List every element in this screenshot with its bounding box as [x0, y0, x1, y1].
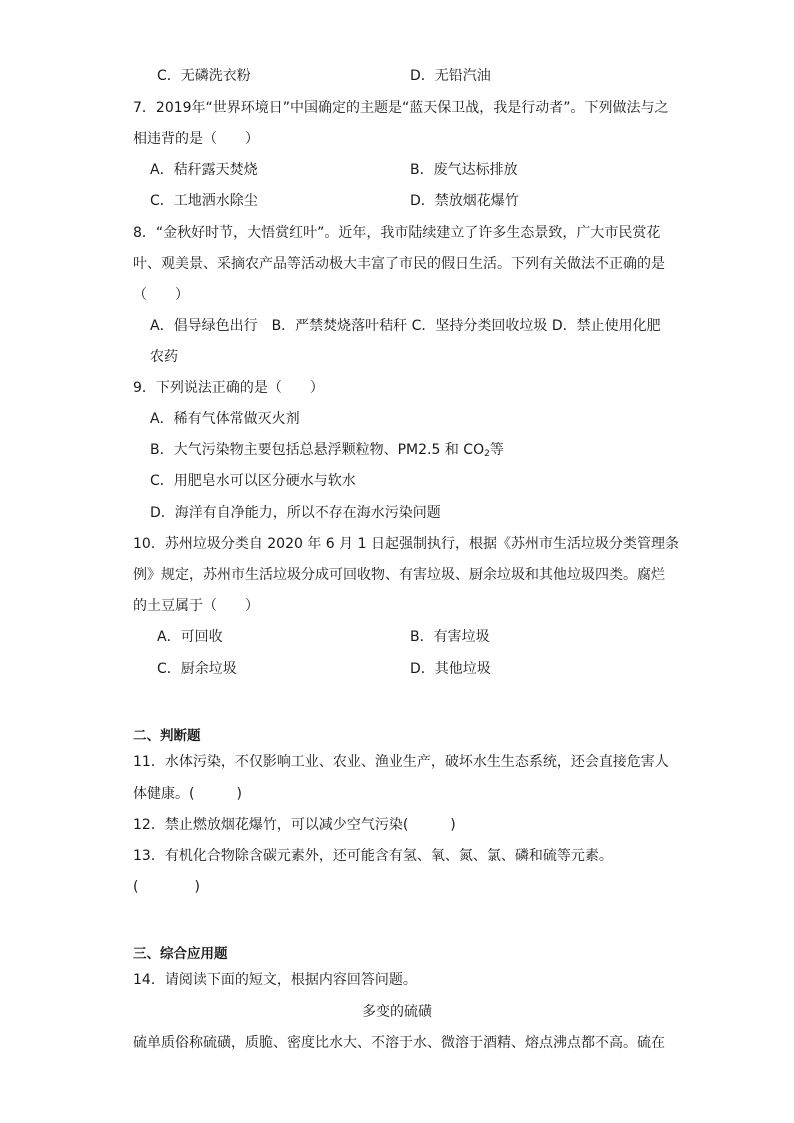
q10-stem-line3: 的土豆属于（ ） — [133, 598, 259, 614]
q9-option-b-tail: 等 — [489, 442, 504, 458]
q10-option-a: A．可回收 — [157, 629, 223, 645]
section-3-title: 三、综合应用题 — [133, 946, 228, 962]
q7-option-b: B．废气达标排放 — [410, 162, 518, 178]
q8-options: A．倡导绿色出行 B．严禁焚烧落叶秸秆 C．坚持分类回收垃圾 D．禁止使用化肥 — [150, 318, 661, 334]
q9-option-d: D．海洋有自净能力，所以不存在海水污染问题 — [150, 505, 441, 521]
article-line1: 硫单质俗称硫磺，质脆、密度比水大、不溶于水、微溶于酒精、熔点沸点都不高。硫在 — [133, 1035, 665, 1051]
q11-line1: 11．水体污染，不仅影响工业、农业、渔业生产，破坏水生生态系统，还会直接危害人 — [133, 754, 669, 770]
q10-option-d: D．其他垃圾 — [410, 661, 491, 677]
q9-option-c: C．用肥皂水可以区分硬水与软水 — [150, 473, 356, 489]
q6-option-c: C．无磷洗衣粉 — [157, 68, 251, 84]
q11-line2: 体健康。( ) — [133, 786, 242, 802]
q8-stem-line1: 8．“金秋好时节，大悟赏红叶”。近年，我市陆续建立了许多生态景致，广大市民赏花 — [133, 225, 661, 241]
q8-options-cont: 农药 — [150, 349, 178, 365]
q8-stem-line3: （ ） — [133, 287, 189, 303]
q9-stem: 9．下列说法正确的是（ ） — [133, 380, 324, 396]
q9-option-b-text: B．大气污染物主要包括总悬浮颗粒物、PM2.5 和 CO — [150, 442, 485, 458]
article-title: 多变的硫磺 — [362, 1004, 432, 1020]
q10-stem-line2: 例》规定，苏州市生活垃圾分成可回收物、有害垃圾、厨余垃圾和其他垃圾四类。腐烂 — [133, 567, 665, 583]
q7-stem-line1: 7．2019年“世界环境日”中国确定的主题是“蓝天保卫战，我是行动者”。下列做法与之 — [133, 100, 669, 116]
co2-subscript: 2 — [484, 449, 490, 459]
q7-option-a: A．秸秆露天焚烧 — [150, 162, 258, 178]
q9-option-a: A．稀有气体常做灭火剂 — [150, 411, 300, 427]
section-2-title: 二、判断题 — [133, 728, 201, 744]
q12: 12．禁止燃放烟花爆竹，可以减少空气污染( ) — [133, 817, 456, 833]
q7-option-d: D．禁放烟花爆竹 — [410, 193, 519, 209]
q7-stem-line2: 相违背的是（ ） — [133, 131, 259, 147]
q7-option-c: C．工地洒水除尘 — [150, 193, 258, 209]
q13-line2: ( ) — [133, 879, 200, 895]
q10-stem-line1: 10．苏州垃圾分类自 2020 年 6 月 1 日起强制执行，根据《苏州市生活垃圾分类管理条 — [133, 536, 679, 552]
q14-stem: 14．请阅读下面的短文，根据内容回答问题。 — [133, 972, 417, 988]
q10-option-c: C．厨余垃圾 — [157, 661, 237, 677]
q9-option-b — [150, 440, 504, 460]
q13-line1: 13．有机化合物除含碳元素外，还可能含有氢、氧、氮、氯、磷和硫等元素。 — [133, 848, 613, 864]
q8-stem-line2: 叶、观美景、采摘农产品等活动极大丰富了市民的假日生活。下列有关做法不正确的是 — [133, 256, 665, 272]
q6-option-d: D．无铅汽油 — [410, 68, 491, 84]
q10-option-b: B．有害垃圾 — [410, 629, 490, 645]
